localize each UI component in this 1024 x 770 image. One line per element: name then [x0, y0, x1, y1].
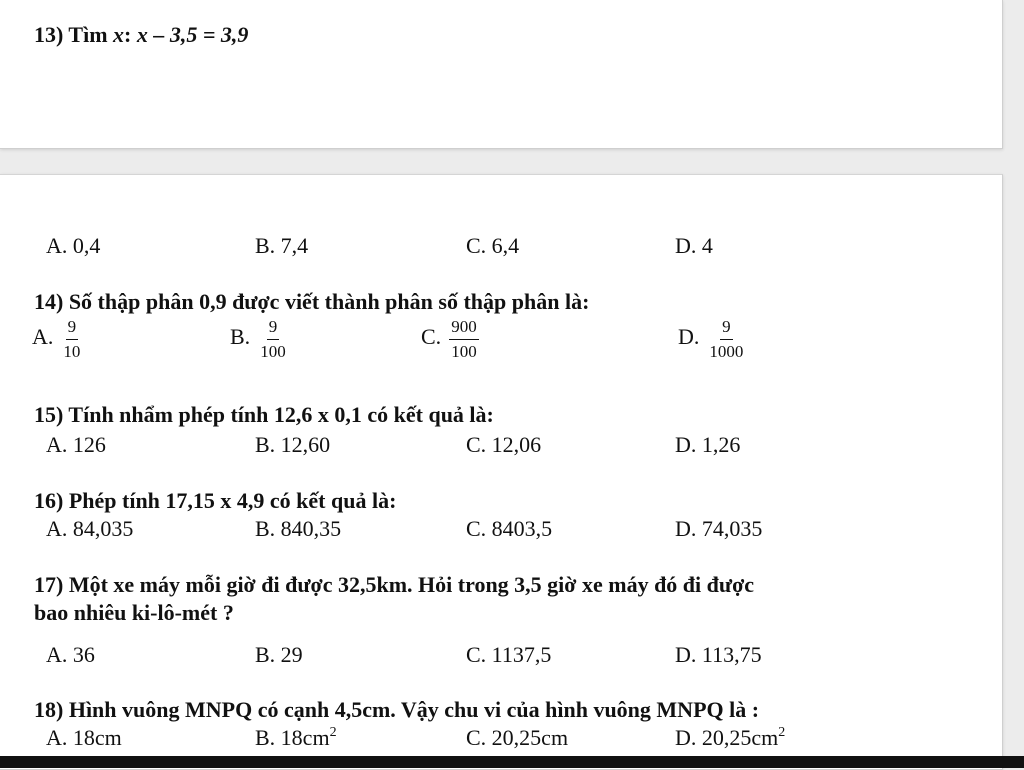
question-14-title: 14) Số thập phân 0,9 được viết thành phân số thập phân là:: [34, 289, 590, 314]
q13-option-c: C. 6,4: [466, 233, 520, 258]
q14-option-d: [678, 317, 745, 361]
q18-option-b-text: B. 18cm: [255, 725, 330, 750]
question-18-title: 18) Hình vuông MNPQ có cạnh 4,5cm. Vậy chu vi của hình vuông MNPQ là :: [34, 697, 760, 722]
q14-option-c: [421, 317, 479, 361]
q14-option-c-fraction: [449, 317, 479, 361]
question-17-title-line1: 17) Một xe máy mỗi giờ đi được 32,5km. Hỏi trong 3,5 giờ xe máy đó đi được: [34, 572, 755, 597]
q14-option-d-label: D.: [678, 324, 700, 350]
denominator: 10: [63, 341, 81, 361]
q18-option-a-text: A. 18cm: [46, 725, 122, 750]
numerator: 9: [720, 317, 733, 340]
q14-option-a-fraction: [61, 317, 82, 361]
q14-option-b-fraction: [258, 317, 288, 361]
question-16-title: 16) Phép tính 17,15 x 4,9 có kết quả là:: [34, 488, 397, 513]
numerator: 9: [267, 317, 280, 340]
q18-option-d: [675, 725, 785, 751]
q18-option-b: [255, 725, 337, 751]
q16-option-a: A. 84,035: [46, 516, 134, 541]
numerator: 900: [449, 317, 479, 340]
q13-option-a: A. 0,4: [46, 233, 101, 258]
denominator: 1000: [709, 341, 744, 361]
q16-option-d: D. 74,035: [675, 516, 763, 541]
q18-option-a: [46, 725, 122, 751]
q15-option-b: B. 12,60: [255, 432, 331, 457]
q14-option-a-label: A.: [32, 324, 54, 350]
q16-option-b: B. 840,35: [255, 516, 342, 541]
page-main: [0, 174, 1003, 770]
q14-option-a: [32, 317, 82, 361]
q15-option-a: A. 126: [46, 432, 106, 457]
q18-option-d-sup: 2: [778, 725, 786, 740]
q14-option-c-label: C.: [421, 324, 442, 350]
q13-option-b: B. 7,4: [255, 233, 309, 258]
q18-option-b-sup: 2: [329, 725, 337, 740]
q15-option-d: D. 1,26: [675, 432, 741, 457]
question-17-title-line2: bao nhiêu ki-lô-mét ?: [34, 600, 234, 625]
bottom-black-bar: [0, 756, 1024, 768]
q17-option-b: B. 29: [255, 642, 303, 667]
q18-option-d-text: D. 20,25cm: [675, 725, 779, 750]
q14-option-b-label: B.: [230, 324, 251, 350]
page-top: [0, 0, 1003, 149]
q17-option-d: D. 113,75: [675, 642, 762, 667]
q13-option-d: D. 4: [675, 233, 713, 258]
question-13-title: 13) Tìm x: x – 3,5 = 3,9: [34, 22, 249, 47]
numerator: 9: [66, 317, 79, 340]
denominator: 100: [451, 341, 477, 361]
q18-option-c-text: C. 20,25cm: [466, 725, 569, 750]
q15-option-c: C. 12,06: [466, 432, 542, 457]
q16-option-c: C. 8403,5: [466, 516, 553, 541]
q14-option-b: [230, 317, 288, 361]
question-15-title: 15) Tính nhẩm phép tính 12,6 x 0,1 có kết quả là:: [34, 402, 494, 427]
denominator: 100: [260, 341, 286, 361]
q17-option-a: A. 36: [46, 642, 95, 667]
q18-option-c: [466, 725, 568, 751]
q17-option-c: C. 1137,5: [466, 642, 552, 667]
q14-option-d-fraction: [707, 317, 745, 361]
